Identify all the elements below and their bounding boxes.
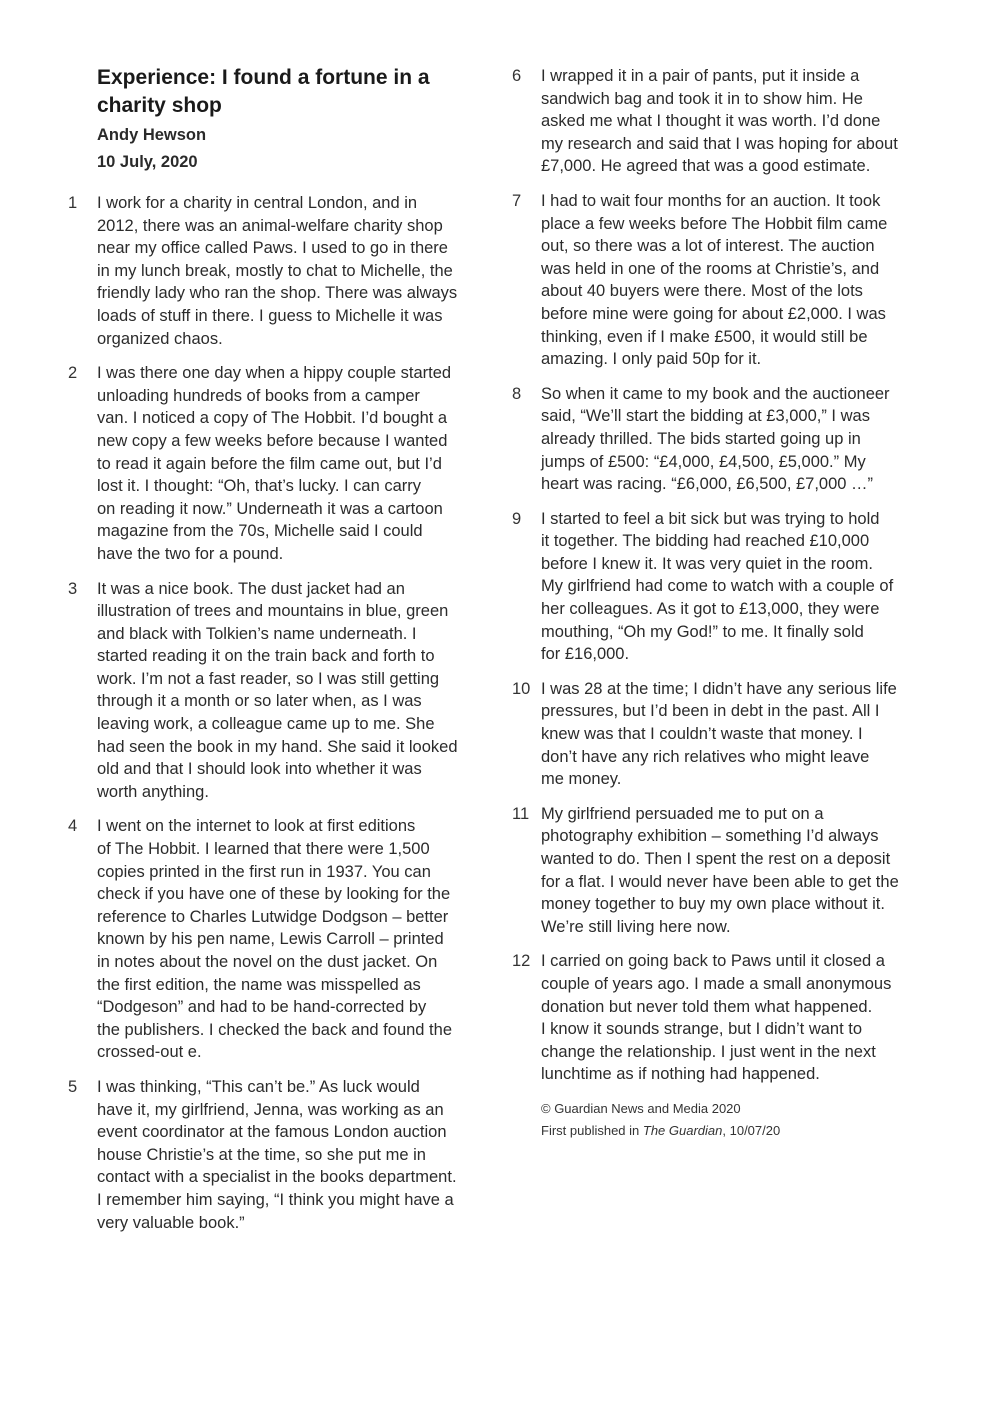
publication-note [541,1120,917,1142]
article-author: Andy Hewson [97,126,207,144]
paragraph-text: I started to feel a bit sick but was trying to hold it together. The bidding had reached £10,000 before I knew it. It was very quiet in the room. My girlfriend had come to watch with a couple of her colleagues. As it got to £13,000, they were mouthing, “Oh my God!” to me. It finally sold for £16,000. [541,509,894,664]
paragraph-2 [68,362,476,565]
copyright-notice: © Guardian News and Media 2020 [541,1100,741,1116]
paragraph-number: 1 [68,194,78,212]
paragraph-number: 12 [512,952,531,971]
paragraph-number: 10 [512,679,531,698]
paragraph-text: I had to wait four months for an auction. It took place a few weeks before The Hobbit film came out, so there was a lot of interest. The auction was held in one of the rooms at Christie’s, and about 40 buyers were there. Most of the lots before mine were going for about £2,000. I was thinking, even if I make £500, it would still be amazing. I only paid 50p for it. [541,191,888,369]
paragraph-number: 4 [68,817,78,836]
paragraph-number: 2 [68,364,78,383]
paragraph-text: I carried on going back to Paws until it closed a couple of years ago. I made a small anonymous donation but never told them what happened. I know it sounds strange, but I didn’t want to change the relationship. I just went in the next lunchtime as if nothing had happened. [541,952,892,1084]
paragraph-7 [512,190,917,371]
paragraph-3 [68,578,476,804]
article-title: Experience: I found a fortune in a charity shop [97,66,430,117]
paragraph-text: I work for a charity in central London, and in 2012, there was an animal-welfare charity shop near my office called Paws. I used to go in there in my lunch break, mostly to chat to Michelle, the friendly lady who ran the shop. There was always loads of stuff in there. I guess to Michelle it was organized chaos. [97,194,458,348]
article-footer [541,1098,917,1142]
paragraph-number: 11 [512,804,530,823]
article-date: 10 July, 2020 [97,153,198,171]
paragraph-text: It was a nice book. The dust jacket had an illustration of trees and mountains in blue, green and black with Tolkien’s name underneath. I started reading it on the train back and forth to work. I’m not a fast reader, so I was still getting through it a month or so later when, as I was leaving work, a colleague came up to me. She had seen the book in my hand. She said it looked old and that I should look into whether it was worth anything. [97,579,458,801]
paragraph-text: I was 28 at the time; I didn’t have any serious life pressures, but I’d been in debt in the past. All I knew was that I couldn’t waste that money. I don’t have any rich relatives who might leave me money. [541,679,897,789]
left-column [68,64,476,1246]
paragraph-text: I wrapped it in a pair of pants, put it inside a sandwich bag and took it in to show him. He asked me what I thought it was worth. I’d done my research and said that I was hoping for about £7,000. He agreed that was a good estimate. [541,67,898,176]
paragraph-number: 5 [68,1077,78,1096]
paragraph-4 [68,815,476,1064]
paragraph-number: 7 [512,191,522,210]
paragraph-number: 6 [512,67,522,85]
paragraph-number: 8 [512,384,522,403]
publication-name: The Guardian [642,1122,723,1138]
paragraph-text: My girlfriend persuaded me to put on a photography exhibition – something I’d always wanted to do. Then I spent the rest on a deposit for a flat. I would never have been able to get the money together to buy my own place without it. We’re still living here now. [541,804,899,936]
paragraph-6 [512,65,917,178]
paragraph-text: I was thinking, “This can’t be.” As luck would have it, my girlfriend, Jenna, was working as an event coordinator at the famous London auction house Christie’s at the time, so she put me in contact with a specialist in the books department. I remember him saying, “I think you might have a very valuable book.” [97,1077,457,1232]
paragraph-text: So when it came to my book and the auctioneer said, “We’ll start the bidding at £3,000,” I was already thrilled. The bids started going up in jumps of £500: “£4,000, £4,500, £5,000.” My heart was racing. “£6,000, £6,500, £7,000 …” [541,384,890,494]
paragraph-text: I went on the internet to look at first editions of The Hobbit. I learned that there were 1,500 copies printed in the first run in 1937. You can check if you have one of these by looking for the reference to Charles Lutwidge Dodgson – better known by his pen name, Lewis Carroll – printed in notes about the novel on the dust jacket. On the first edition, the name was misspelled as “Dodgeson” and had to be hand-corrected by the publishers. I checked the back and found the crossed-out e. [97,817,452,1062]
paragraph-5 [68,1076,476,1234]
paragraph-8 [512,383,917,496]
paragraph-number: 9 [512,509,522,528]
paragraph-12 [512,950,917,1086]
article-header [97,64,476,176]
paragraph-1 [68,192,476,350]
paragraph-number: 3 [68,579,78,598]
paragraph-10 [512,678,917,791]
paragraph-11 [512,803,917,939]
paragraph-9 [512,508,917,666]
right-column [512,65,917,1142]
paragraph-text: I was there one day when a hippy couple started unloading hundreds of books from a camper van. I noticed a copy of The Hobbit. I’d bought a new copy a few weeks before because I wanted to read it again before the film came out, but I’d lost it. I thought: “Oh, that’s lucky. I can carry on reading it now.” Underneath it was a cartoon magazine from the 70s, Michelle said I could have the two for a pound. [97,364,452,563]
published-prefix: First published in [541,1122,643,1138]
published-date: , 10/07/20 [722,1122,781,1138]
